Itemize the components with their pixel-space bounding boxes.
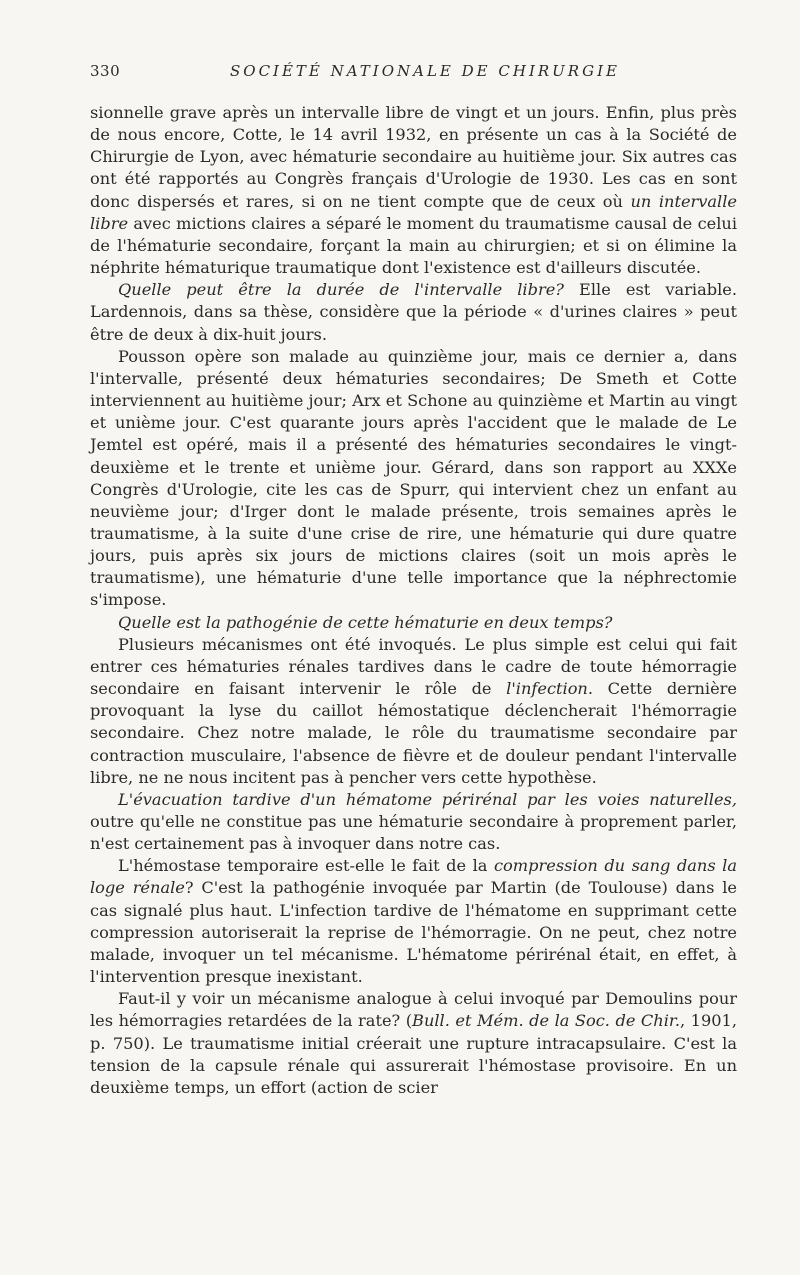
running-title: SOCIÉTÉ NATIONALE DE CHIRURGIE [230, 62, 620, 80]
text-run: outre qu'elle ne constitue pas une hématurie secondaire à proprement parler, n'est certainement pas à invoquer dans notre cas. [90, 812, 737, 854]
text-run: . Cette dernière provoquant la lyse du caillot hémostatique déclencherait l'hémorragie secondaire. Chez notre malade, le rôle du traumatisme secondaire par contraction musculaire, l'absence de fièvre et de douleur pendant l'intervalle libre, ne ne nous incitent pas à pencher vers cette hypothèse. [90, 679, 738, 787]
text-run: sionnelle grave après un intervalle libre de vingt et un jours. Enfin, plus près de nous encore, Cotte, le 14 avril 1932, en présente un cas à la Société de Chirurgie de Lyon, avec hématurie secondaire au huitième jour. Six autres cas ont été rapportés au Congrès français d'Urologie de 1930. Les cas en sont donc dispersés et rares, si on ne tient compte que de ceux où [90, 103, 737, 211]
italic-text: compression du sang dans la loge rénale [90, 856, 737, 898]
paragraph [90, 102, 737, 279]
text-run: avec mictions claires a séparé le moment du traumatisme causal de celui de l'hématurie secondaire, forçant la main au chirurgien; et si on élimine la néphrite hématurique traumatique dont l'existence est d'ailleurs discutée. [90, 213, 737, 278]
text-run: ? C'est la pathogénie invoquée par Martin (de Toulouse) dans le cas signalé plus haut. L'infection tardive de l'hématome en supprimant cette compression autoriserait la reprise de l'hémorragie. On ne peut, chez notre malade, invoquer un tel mécanisme. L'hématome périrénal était, en effet, à l'intervention presque inexistant. [90, 878, 737, 987]
italic-text: Quelle peut être la durée de l'intervalle libre? [118, 280, 564, 300]
text-run: L'hémostase temporaire est-elle le fait de la [118, 856, 494, 876]
page-header [90, 62, 740, 84]
italic-text: l'infection [506, 679, 588, 699]
italic-text: L'évacuation tardive d'un hématome périrénal par les voies naturelles, [118, 789, 737, 809]
paragraph [90, 988, 737, 1099]
paragraph [90, 346, 737, 612]
paragraph [90, 279, 737, 345]
italic-text: un intervalle libre [90, 191, 737, 233]
italic-text: Quelle est la pathogénie de cette hématurie en deux temps? [118, 612, 613, 632]
text-run: Elle est variable. Lardennois, dans sa thèse, considère que la période « d'urines claires » peut être de deux à dix-huit jours. [90, 280, 737, 344]
text-run: Plusieurs mécanismes ont été invoqués. Le plus simple est celui qui fait entrer ces hématuries rénales tardives dans le cadre de toute hémorragie secondaire en faisant intervenir le rôle de [90, 634, 737, 699]
paragraph [90, 789, 737, 855]
body-text [90, 102, 737, 1099]
paragraph [90, 612, 737, 634]
page-number: 330 [90, 62, 121, 80]
text-run: Pousson opère son malade au quinzième jour, mais ce dernier a, dans l'intervalle, présenté deux hématuries secondaires; De Smeth et Cotte interviennent au huitième jour; Arx et Schone au quinzième et Martin au vingt et unième jour. C'est quarante jours après l'accident que le malade de Le Jemtel est opéré, mais il a présenté des hématuries secondaires le vingt-deuxième et le trente et unième jour. Gérard, dans son rapport au XXXe Congrès d'Urologie, cite les cas de Spurr, qui intervient chez un enfant au neuvième jour; d'Irger dont le malade présente, trois semaines après le traumatisme, à la suite d'une crise de rire, une hématurie qui dure quatre jours, puis après six jours de mictions claires (soit un mois après le traumatisme), une hématurie d'une telle importance que la néphrectomie s'impose. [90, 346, 737, 610]
italic-text: Bull. et Mém. de la Soc. de Chir. [412, 1011, 680, 1031]
paragraph [90, 634, 737, 789]
text-run: Faut-il y voir un mécanisme analogue à celui invoqué par Demoulins pour les hémorragies retardées de la rate? ( [90, 989, 737, 1031]
paragraph [90, 855, 737, 988]
text-run: , 1901, p. 750). Le traumatisme initial créerait une rupture intracapsulaire. C'est la tension de la capsule rénale qui assurerait l'hémostase provisoire. En un deuxième temps, un effort (action de scier [90, 1011, 737, 1097]
